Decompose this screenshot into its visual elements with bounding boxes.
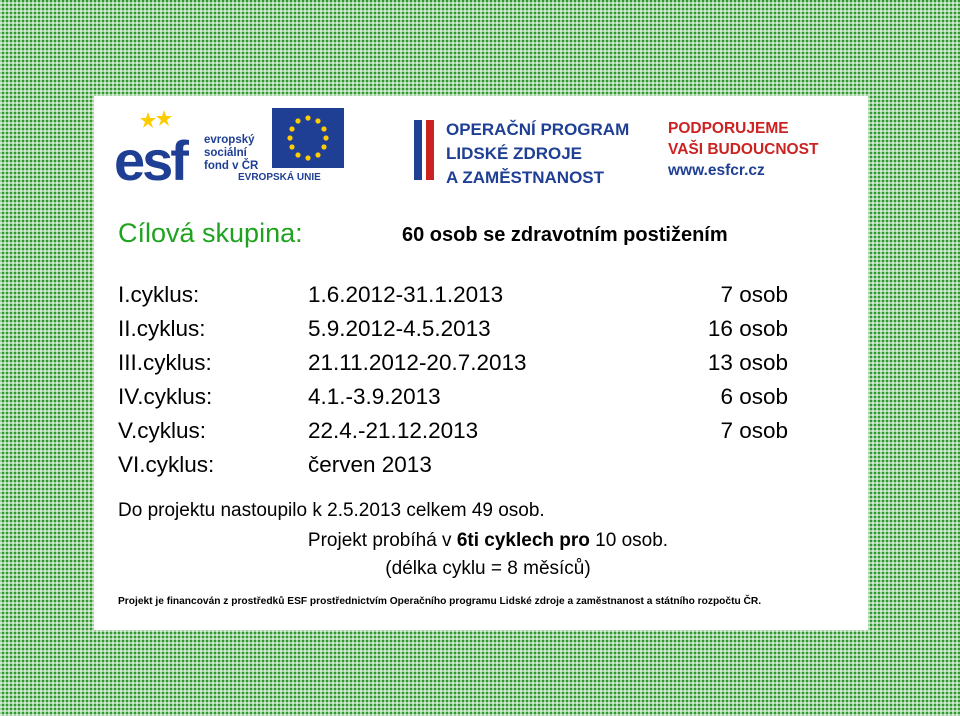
funding-footer: Projekt je financován z prostředků ESF prostřednictvím Operačního programu Lidské zdroje a zaměstnanost a státního rozpočtu ČR. bbox=[118, 596, 762, 607]
duration-text: Projekt probíhá v 6ti cyklech pro 10 osob. bbox=[307, 530, 669, 551]
cycle-row: I.cyklus: 1.6.2012-31.1.2013 7 osob bbox=[118, 282, 788, 307]
target-group: 60 osob se zdravotním postižením bbox=[402, 224, 728, 246]
cycle-row: II.cyklus: 5.9.2012-4.5.2013 16 osob bbox=[118, 316, 788, 341]
eu-caption: EVROPSKÁ UNIE bbox=[238, 172, 321, 183]
cycle-row: III.cyklus: 21.11.2012-20.7.2013 13 osob bbox=[118, 350, 788, 375]
esf-wordmark: esf bbox=[114, 129, 186, 192]
cycle-list bbox=[118, 282, 788, 486]
slide bbox=[94, 96, 868, 630]
esf-caption: evropský sociální fond v ČR bbox=[204, 134, 259, 172]
cycle-row: V.cyklus: 22.4.-21.12.2013 7 osob bbox=[118, 418, 788, 443]
op-logo-icon bbox=[410, 116, 440, 184]
cycle-row: IV.cyklus: 4.1.-3.9.2013 6 osob bbox=[118, 384, 788, 409]
cycle-length-text: (délka cyklu = 8 měsíců) bbox=[385, 558, 591, 579]
eu-flag-icon bbox=[272, 108, 344, 168]
cycle-row: VI.cyklus: červen 2013 bbox=[118, 452, 432, 477]
heading: Cílová skupina: bbox=[118, 218, 303, 248]
url-link[interactable]: www.esfcr.cz bbox=[668, 162, 765, 179]
slogan: PODPORUJEME VAŠI BUDOUCNOST www.esfcr.cz bbox=[668, 120, 819, 179]
logo-bar bbox=[112, 108, 852, 192]
summary-text: Do projektu nastoupilo k 2.5.2013 celkem 49 osob. bbox=[118, 500, 545, 521]
op-title: OPERAČNÍ PROGRAM LIDSKÉ ZDROJE A ZAMĚSTNANOST bbox=[446, 120, 630, 187]
